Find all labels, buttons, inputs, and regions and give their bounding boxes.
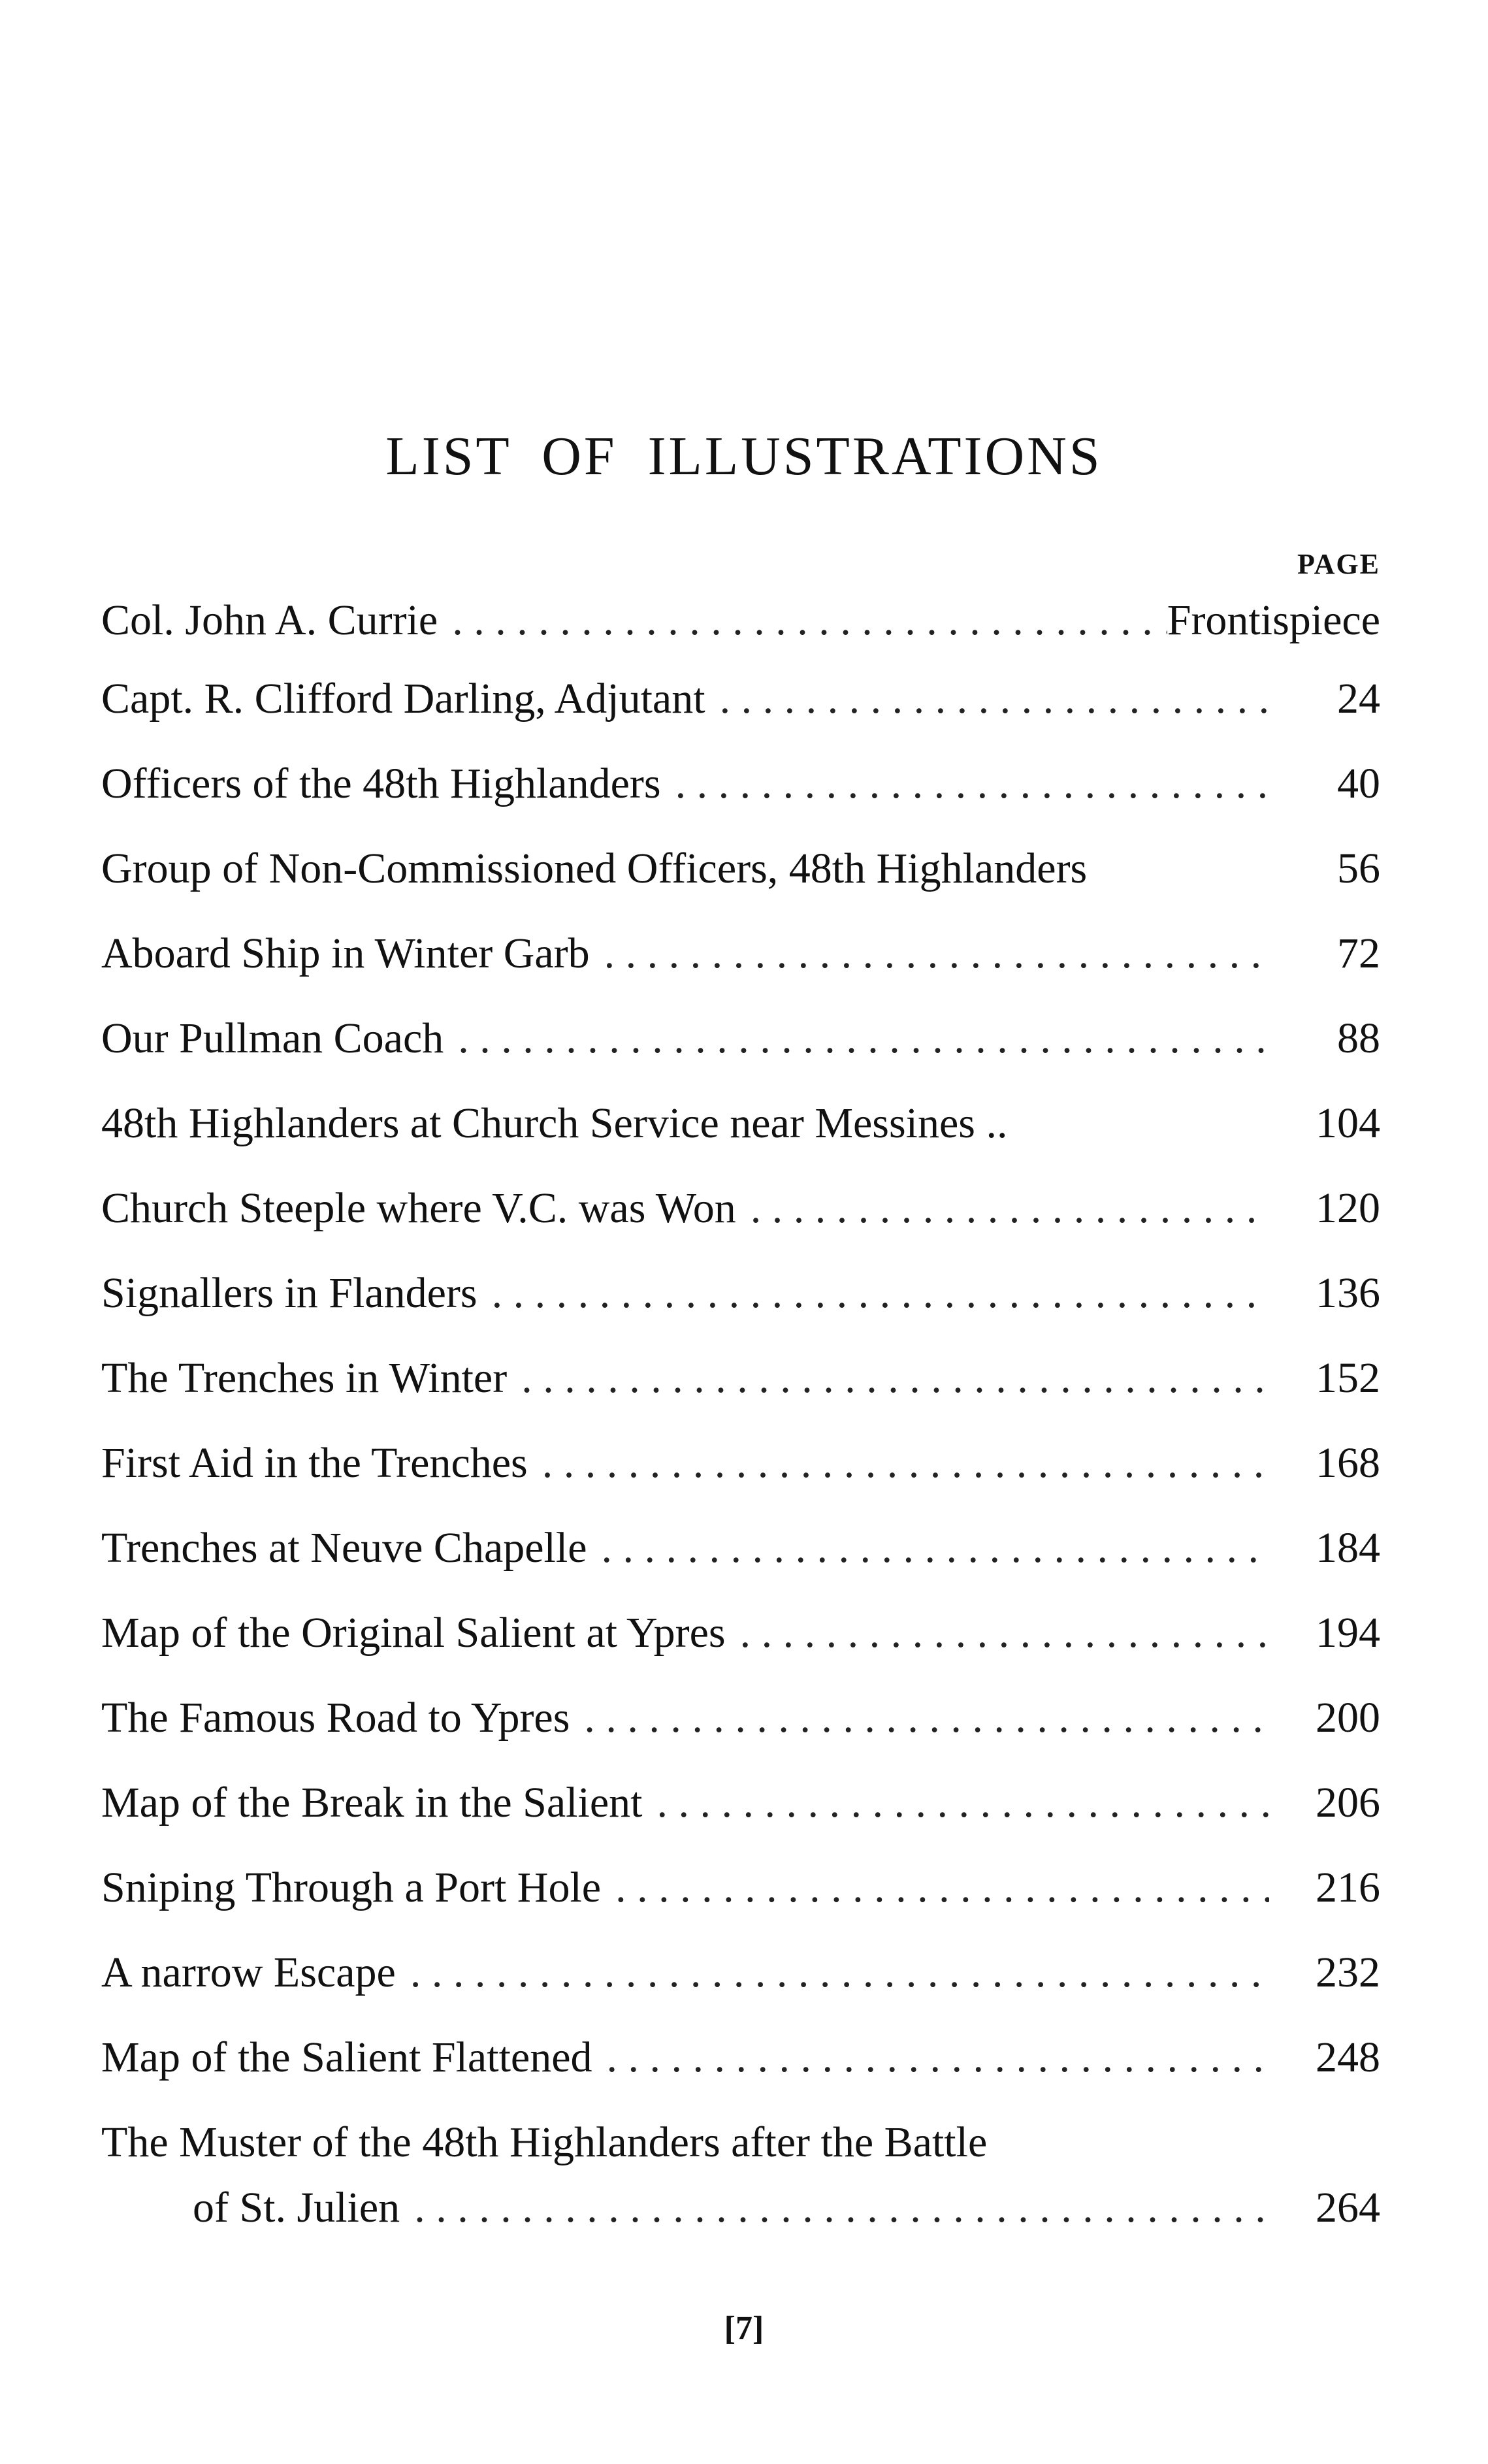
dot-leader — [410, 1943, 1269, 2002]
entry-title: Church Steeple where V.C. was Won — [101, 1184, 736, 1232]
entry-page: 120 — [1316, 1184, 1380, 1232]
dot-leader — [414, 2179, 1269, 2237]
entry-title: Map of the Salient Flattened — [101, 2034, 592, 2081]
entry-title-line1: The Muster of the 48th Highlanders after the Battle — [101, 2118, 988, 2166]
list-item — [101, 1009, 1380, 1094]
dot-leader — [458, 1009, 1269, 1068]
entry-page: 200 — [1316, 1694, 1380, 1742]
dot-leader — [492, 1264, 1269, 1323]
entry-title: Trenches at Neuve Chapelle — [101, 1524, 587, 1572]
dot-leader — [740, 1604, 1269, 1662]
entry-title-line2-row — [101, 2179, 1380, 2237]
list-item — [101, 1094, 1380, 1179]
dot-leader — [615, 1858, 1269, 1917]
dot-leader — [452, 591, 1167, 650]
entry-page: Frontispiece — [1167, 596, 1380, 644]
entry-page: 152 — [1316, 1354, 1380, 1402]
entry-page: 194 — [1316, 1609, 1380, 1657]
entry-title: Map of the Original Salient at Ypres — [101, 1609, 726, 1657]
entry-page: 216 — [1316, 1864, 1380, 1911]
dot-leader — [604, 924, 1269, 983]
list-item — [101, 754, 1380, 839]
dot-leader — [607, 2028, 1270, 2087]
entry-page: 248 — [1316, 2034, 1380, 2081]
list-item — [101, 1519, 1380, 1604]
list-item — [101, 1434, 1380, 1519]
entry-title: Map of the Break in the Salient — [101, 1779, 643, 1826]
entry-page: 168 — [1316, 1439, 1380, 1487]
dot-leader — [720, 670, 1269, 728]
list-item — [101, 591, 1380, 670]
entry-page: 104 — [1316, 1099, 1380, 1147]
dot-leader — [542, 1434, 1269, 1493]
entry-title-line2: of St. Julien — [193, 2184, 400, 2231]
dot-leader — [675, 754, 1269, 813]
entry-title: Our Pullman Coach — [101, 1014, 444, 1062]
entry-title: Signallers in Flanders — [101, 1269, 477, 1317]
dot-leader — [656, 1774, 1269, 1832]
list-item — [101, 1179, 1380, 1264]
page-title: LIST OF ILLUSTRATIONS — [385, 426, 1103, 487]
entry-page: 136 — [1316, 1269, 1380, 1317]
entry-title: 48th Highlanders at Church Service near Messines .. — [101, 1099, 1008, 1147]
list-item — [101, 1349, 1380, 1434]
entry-page: 206 — [1316, 1779, 1380, 1826]
list-item — [101, 1604, 1380, 1689]
list-item — [101, 1774, 1380, 1858]
list-item — [101, 839, 1380, 924]
list-item — [101, 1858, 1380, 1943]
entry-title: Group of Non-Commissioned Officers, 48th Highlanders — [101, 845, 1088, 892]
entry-title: Officers of the 48th Highlanders — [101, 760, 661, 807]
list-item — [101, 924, 1380, 1009]
entry-title: Capt. R. Clifford Darling, Adjutant — [101, 675, 705, 722]
list-item — [101, 1689, 1380, 1774]
page-number: [7] — [724, 2310, 764, 2347]
dot-leader — [521, 1349, 1269, 1408]
entry-page: 72 — [1337, 930, 1380, 977]
dot-leader — [584, 1689, 1269, 1747]
list-item — [101, 670, 1380, 754]
list-item — [101, 1943, 1380, 2028]
dot-leader — [751, 1179, 1269, 1238]
entry-title: A narrow Escape — [101, 1949, 396, 1996]
entry-title: The Famous Road to Ypres — [101, 1694, 570, 1742]
entry-page: 88 — [1337, 1014, 1380, 1062]
list-item — [101, 2113, 1380, 2244]
list-item — [101, 2028, 1380, 2113]
entry-title: Aboard Ship in Winter Garb — [101, 930, 590, 977]
dot-leader — [602, 1519, 1270, 1578]
entry-page: 184 — [1316, 1524, 1380, 1572]
entry-page: 24 — [1337, 675, 1380, 722]
entry-title: Sniping Through a Port Hole — [101, 1864, 602, 1911]
entry-title: Col. John A. Currie — [101, 596, 438, 644]
illustrations-list — [101, 591, 1380, 2244]
list-item — [101, 1264, 1380, 1349]
entry-page: 264 — [1316, 2184, 1380, 2231]
page-column-label: PAGE — [1297, 548, 1380, 580]
entry-title: First Aid in the Trenches — [101, 1439, 528, 1487]
entry-page: 232 — [1316, 1949, 1380, 1996]
entry-page: 56 — [1337, 845, 1380, 892]
entry-title: The Trenches in Winter — [101, 1354, 508, 1402]
entry-page: 40 — [1337, 760, 1380, 807]
